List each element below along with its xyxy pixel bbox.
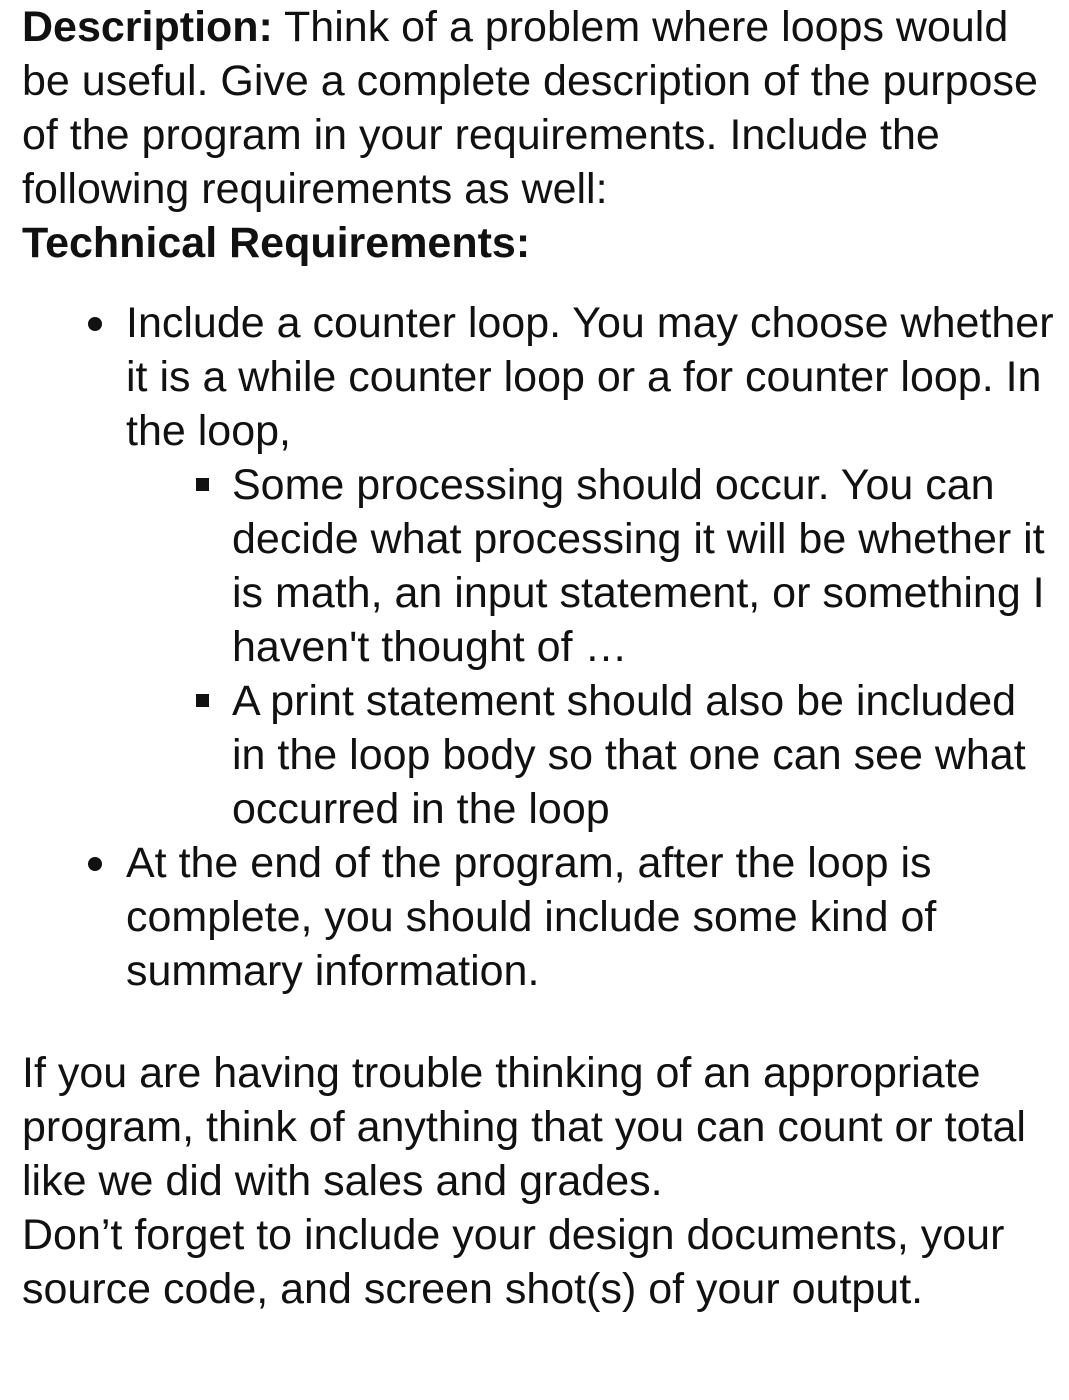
requirement-text: Include a counter loop. You may choose whether it is a while counter loop or a for counter loop. In the loop,	[126, 299, 1054, 455]
subrequirement-processing	[232, 458, 1055, 674]
description-paragraph	[22, 0, 1055, 216]
trouble-paragraph: If you are having trouble thinking of an appropriate program, think of anything that you can count or total like we did with sales and grades.	[22, 1049, 1026, 1205]
requirement-item-counter-loop	[126, 296, 1055, 836]
requirement-text: At the end of the program, after the loop is complete, you should include some kind of summary information.	[126, 839, 937, 995]
subrequirement-print-statement	[232, 674, 1055, 836]
loop-subrequirements-list	[126, 458, 1055, 836]
reminder-paragraph: Don’t forget to include your design documents, your source code, and screen shot(s) of your output.	[22, 1211, 1005, 1313]
description-text: Think of a problem where loops would be useful. Give a complete description of the purpose of the program in your requirements. Include the following requirements as well:	[22, 3, 1038, 213]
subrequirement-text: A print statement should also be included in the loop body so that one can see what occurred in the loop	[232, 677, 1026, 833]
subrequirement-text: Some processing should occur. You can decide what processing it will be whether it is math, an input statement, or something I haven't thought of …	[232, 461, 1045, 671]
requirement-item-summary	[126, 836, 1055, 998]
description-label: Description:	[22, 3, 273, 51]
technical-requirements-heading: Technical Requirements:	[22, 219, 531, 267]
requirements-list	[22, 296, 1055, 998]
